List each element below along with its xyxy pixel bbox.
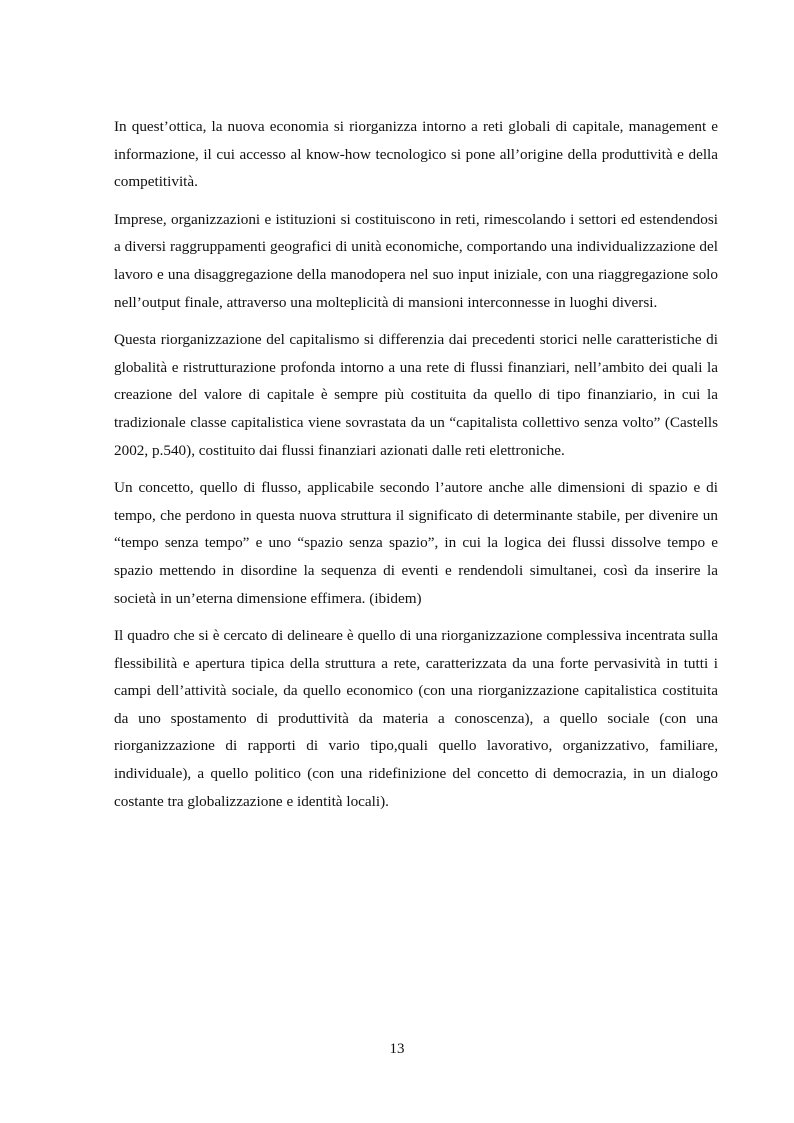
paragraph-5: Il quadro che si è cercato di delineare è quello di una riorganizzazione complessiva incentrata sulla flessibilità e apertura tipica della struttura a rete, caratterizzata da una forte pervasività in tutti i campi dell’attività sociale, da quello economico (con una riorganizzazione capitalistica costituita da uno spostamento di produttività da materia a conoscenza), a quello sociale (con una riorganizzazione di rapporti di vario tipo,quali quello lavorativo, organizzativo, familiare, individuale), a quello politico (con una ridefinizione del concetto di democrazia, in un dialogo costante tra globalizzazione e identità locali). bbox=[114, 627, 718, 810]
paragraph-1: In quest’ottica, la nuova economia si riorganizza intorno a reti globali di capitale, management e informazione, il cui accesso al know-how tecnologico si pone all’origine della produttività e della competitività. bbox=[114, 118, 718, 191]
body-text bbox=[114, 113, 718, 825]
paragraph-3: Questa riorganizzazione del capitalismo si differenzia dai precedenti storici nelle caratteristiche di globalità e ristrutturazione profonda intorno a una rete di flussi finanziari, nell’ambito dei quali la creazione del valore di capitale è sempre più costituita da quello di tipo finanziario, in cui la tradizionale classe capitalistica viene sovrastata da un “capitalista collettivo senza volto” (Castells 2002, p.540), costituito dai flussi finanziari azionati dalle reti elettroniche. bbox=[114, 331, 718, 459]
paragraph-4: Un concetto, quello di flusso, applicabile secondo l’autore anche alle dimensioni di spazio e di tempo, che perdono in questa nuova struttura il significato di determinante stabile, per divenire un “tempo senza tempo” e uno “spazio senza spazio”, in cui la logica dei flussi dissolve tempo e spazio mettendo in disordine la sequenza di eventi e rendendoli simultanei, così da inserire la società in un’eterna dimensione effimera. (ibidem) bbox=[114, 479, 718, 607]
page-number: 13 bbox=[389, 1041, 405, 1057]
paragraph-2: Imprese, organizzazioni e istituzioni si costituiscono in reti, rimescolando i settori ed estendendosi a diversi raggruppamenti geografici di unità economiche, comportando una individualizzazione del lavoro e una disaggregazione della manodopera nel suo input iniziale, con una riaggregazione solo nell’output finale, attraverso una molteplicità di mansioni interconnesse in luoghi diversi. bbox=[114, 210, 718, 311]
